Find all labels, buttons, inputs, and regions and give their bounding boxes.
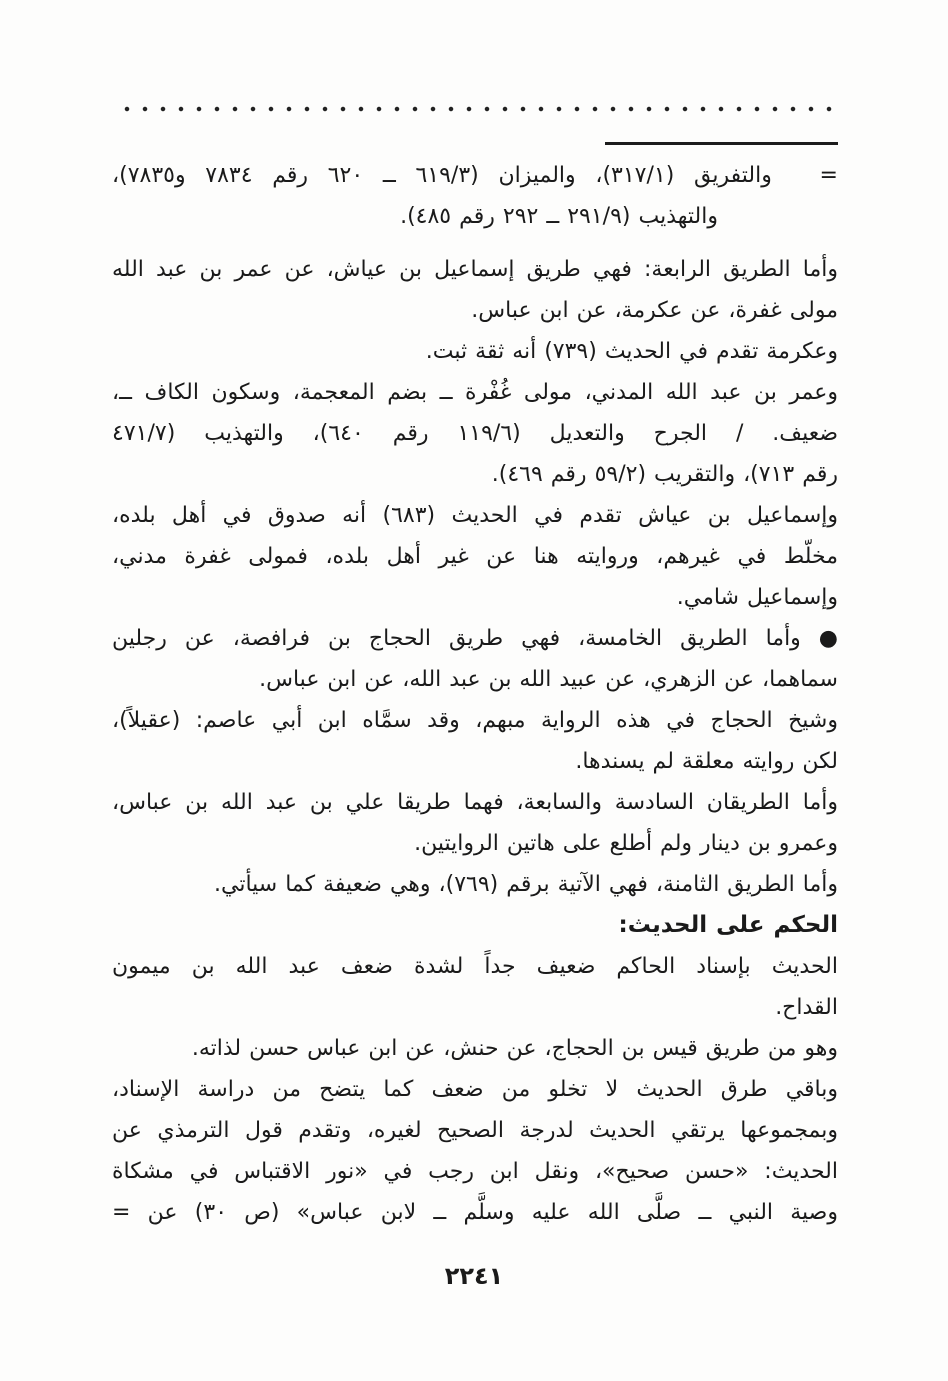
text-line: الحديث: «حسن صحيح»، ونقل ابن رجب في «نور الاقتباس في مشكاة bbox=[112, 1159, 838, 1184]
text-line: ● وأما الطريق الخامسة، فهي طريق الحجاج بن فرافصة، عن رجلين bbox=[112, 626, 838, 651]
paragraph bbox=[112, 331, 838, 372]
footnote-text: والتفريق (٣١٧/١)، والميزان (٦١٩/٣ ــ ٦٢٠ رقم ٧٨٣٤ و٧٨٣٥)، bbox=[112, 163, 772, 188]
paragraph bbox=[112, 495, 838, 618]
section-heading: الحكم على الحديث: bbox=[618, 912, 838, 938]
dotted-line bbox=[112, 106, 838, 112]
page-number: ٢٢٤١ bbox=[444, 1262, 504, 1290]
text-line: سماهما، عن الزهري، عن عبيد الله بن عبد الله، عن ابن عباس. bbox=[259, 667, 838, 692]
text-line: مولى غفرة، عن عكرمة، عن ابن عباس. bbox=[471, 298, 838, 323]
text-line: وإسماعيل شامي. bbox=[676, 585, 838, 610]
text-line: الحديث بإسناد الحاكم ضعيف جداً لشدة ضعف عبد الله بن ميمون bbox=[112, 954, 838, 979]
paragraph bbox=[112, 249, 838, 331]
text-line: لكن روايته معلقة لم يسندها. bbox=[575, 749, 838, 774]
footnote-line: والتهذيب (٢٩١/٩ ــ ٢٩٢ رقم ٤٨٥). bbox=[400, 204, 718, 229]
body-text bbox=[112, 249, 838, 1233]
paragraph bbox=[112, 1069, 838, 1233]
text-line: وأما الطريقان السادسة والسابعة، فهما طريقا علي بن عبد الله بن عباس، bbox=[112, 790, 838, 815]
text-line: وباقي طرق الحديث لا تخلو من ضعف كما يتضح من دراسة الإسناد، bbox=[112, 1077, 838, 1102]
text-line: القداح. bbox=[775, 995, 838, 1020]
text-line: وأما الطريق الثامنة، فهي الآتية برقم (٧٦٩)، وهي ضعيفة كما سيأتي. bbox=[214, 872, 838, 897]
paragraph bbox=[112, 372, 838, 495]
text-line: وهو من طريق قيس بن الحجاج، عن حنش، عن ابن عباس حسن لذاته. bbox=[191, 1036, 838, 1061]
text-line: مخلّط في غيرهم، وروايته هنا عن غير أهل بلده، فمولى غفرة مدني، bbox=[112, 544, 838, 569]
paragraph bbox=[112, 782, 838, 864]
text-line: وعمرو بن دينار ولم أطلع على هاتين الروايتين. bbox=[414, 831, 838, 856]
text-line: وإسماعيل بن عياش تقدم في الحديث (٦٨٣) أنه صدوق في أهل بلده، bbox=[112, 503, 838, 528]
footnote-separator-line bbox=[605, 142, 838, 145]
paragraph bbox=[112, 700, 838, 782]
text-line: وشيخ الحجاج في هذه الرواية مبهم، وقد سمَّاه ابن أبي عاصم: (عقيلاً)، bbox=[112, 708, 838, 733]
footnote-block bbox=[112, 155, 838, 237]
footnote-line bbox=[112, 155, 838, 196]
text-line: وعمر بن عبد الله المدني، مولى غُفْرة ــ بضم المعجمة، وسكون الكاف ــ، bbox=[112, 380, 838, 405]
text-line: رقم ٧١٣)، والتقريب (٥٩/٢ رقم ٤٦٩). bbox=[491, 462, 838, 487]
text-line: وأما الطريق الرابعة: فهي طريق إسماعيل بن عياش، عن عمر بن عبد الله bbox=[112, 257, 838, 282]
text-line: وبمجموعها يرتقي الحديث لدرجة الصحيح لغيره، وتقدم قول الترمذي عن bbox=[112, 1118, 838, 1143]
paragraph bbox=[112, 1028, 838, 1069]
paragraph bbox=[112, 864, 838, 905]
text-line: وصية النبي ــ صلَّى الله عليه وسلَّم ــ لابن عباس» (ص ٣٠) عن = bbox=[112, 1200, 838, 1225]
text-line: ضعيف. / الجرح والتعديل (١١٩/٦ رقم ٦٤٠)، والتهذيب (٤٧١/٧ bbox=[112, 421, 838, 446]
footnote-continuation-marker: = bbox=[819, 163, 838, 188]
paragraph bbox=[112, 946, 838, 1028]
text-line: وعكرمة تقدم في الحديث (٧٣٩) أنه ثقة ثبت. bbox=[425, 339, 838, 364]
paragraph-with-bullet bbox=[112, 618, 838, 700]
